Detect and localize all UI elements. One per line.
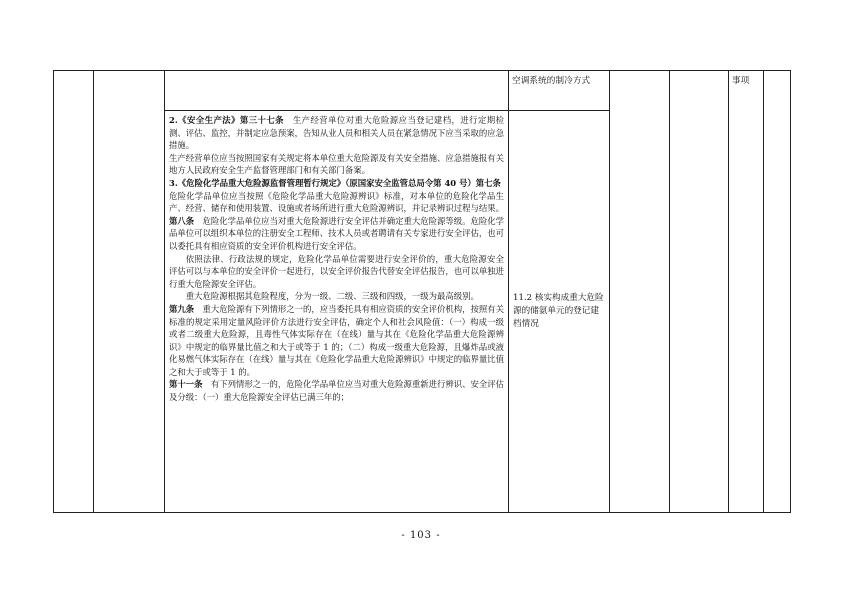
inspection-table <box>53 70 791 513</box>
article-text: 危险化学品单位应当对重大危险源进行安全评估并确定重大危险源等级。危险化学品单位可以组织本单位的注册安全工程师、技术人员或者聘请有关专家进行安全评估，也可以委托具有相应资质的安全评价机构进行安全评估。 <box>169 215 504 251</box>
article-text: 依照法律、行政法规的规定，危险化学品单位需要进行安全评价的，重大危险源安全评估可以与本单位的安全评价一起进行，以安全评价报告代替安全评估报告，也可以单独进行重大危险源安全评估。 <box>169 253 504 289</box>
check-item-cell <box>509 111 610 513</box>
article-heading: 2.《安全生产法》第三十七条 <box>169 115 284 125</box>
method-text: 空调系统的制冷方式 <box>512 76 591 86</box>
col-extra-cell <box>764 71 791 513</box>
law-paragraph <box>169 253 504 291</box>
law-paragraph <box>169 177 510 215</box>
remark-text: 事项 <box>732 76 750 86</box>
law-cell-top <box>165 71 509 111</box>
col-index-cell <box>54 71 94 513</box>
article-heading: 3.《危险化学品重大危险源监督管理暂行规定》（原国家安全监管总局令第 40 号）第七条 <box>169 177 501 188</box>
article-heading: 第十一条 <box>169 379 203 390</box>
law-paragraph <box>169 215 504 253</box>
article-text: 有下列情形之一的，危险化学品单位应当对重大危险源重新进行辨识、安全评估及分级：（一）重大危险源安全评估已满三年的； <box>169 379 504 403</box>
article-heading: 第八条 <box>169 215 195 226</box>
col-remark-cell <box>729 71 764 513</box>
article-text: 生产经营单位对重大危险源应当登记建档，进行定期检测、评估、监控，并制定应急预案，告知从业人员和相关人员在紧急情况下应当采取的应急措施。 <box>169 115 504 151</box>
law-paragraph <box>169 114 504 152</box>
method-cell <box>509 71 610 111</box>
law-paragraph <box>169 290 504 303</box>
page-number: - 103 - <box>401 530 441 541</box>
law-basis-text <box>165 111 508 407</box>
law-paragraph <box>169 152 504 177</box>
col-category-cell <box>94 71 165 513</box>
article-text: 危险化学品单位应当按照《危险化学品重大危险源辨识》标准，对本单位的危险化学品生产、经营、储存和使用装置、设施或者场所进行重大危险源辨识，并记录辨识过程与结果。 <box>169 177 510 214</box>
article-text: 重大危险源有下列情形之一的，应当委托具有相应资质的安全评价机构，按照有关标准的规定采用定量风险评价方法进行安全评估，确定个人和社会风险值：（一）构成一级或者二级重大危险源，且毒性气体实际存在（在线）量与其在《危险化学品重大危险源辨识》中规定的临界量比值之和大于或等于 1 的；（二）构成一级重大危险源，且爆炸品或液化易燃气体实际存在（在线）量与其在《危险化学品重大危险源辨识》中规定的临界量比值之和大于或等于 1 的。 <box>169 303 504 377</box>
article-text: 重大危险源根据其危险程度，分为一级、二级、三级和四级，一级为最高级别。 <box>185 291 479 302</box>
law-basis-cell <box>165 111 509 513</box>
check-item-text: 11.2 核实构成重大危险源的储氨单元的登记建档情况 <box>513 293 604 329</box>
col-issue-cell <box>670 71 729 513</box>
col-result-cell <box>610 71 670 513</box>
law-paragraph <box>169 303 504 379</box>
law-paragraph <box>169 378 504 403</box>
article-heading: 第九条 <box>169 303 195 314</box>
article-text: 生产经营单位应当按照国家有关规定将本单位重大危险源及有关安全措施、应急措施报有关地方人民政府安全生产监督管理部门和有关部门备案。 <box>169 152 504 176</box>
